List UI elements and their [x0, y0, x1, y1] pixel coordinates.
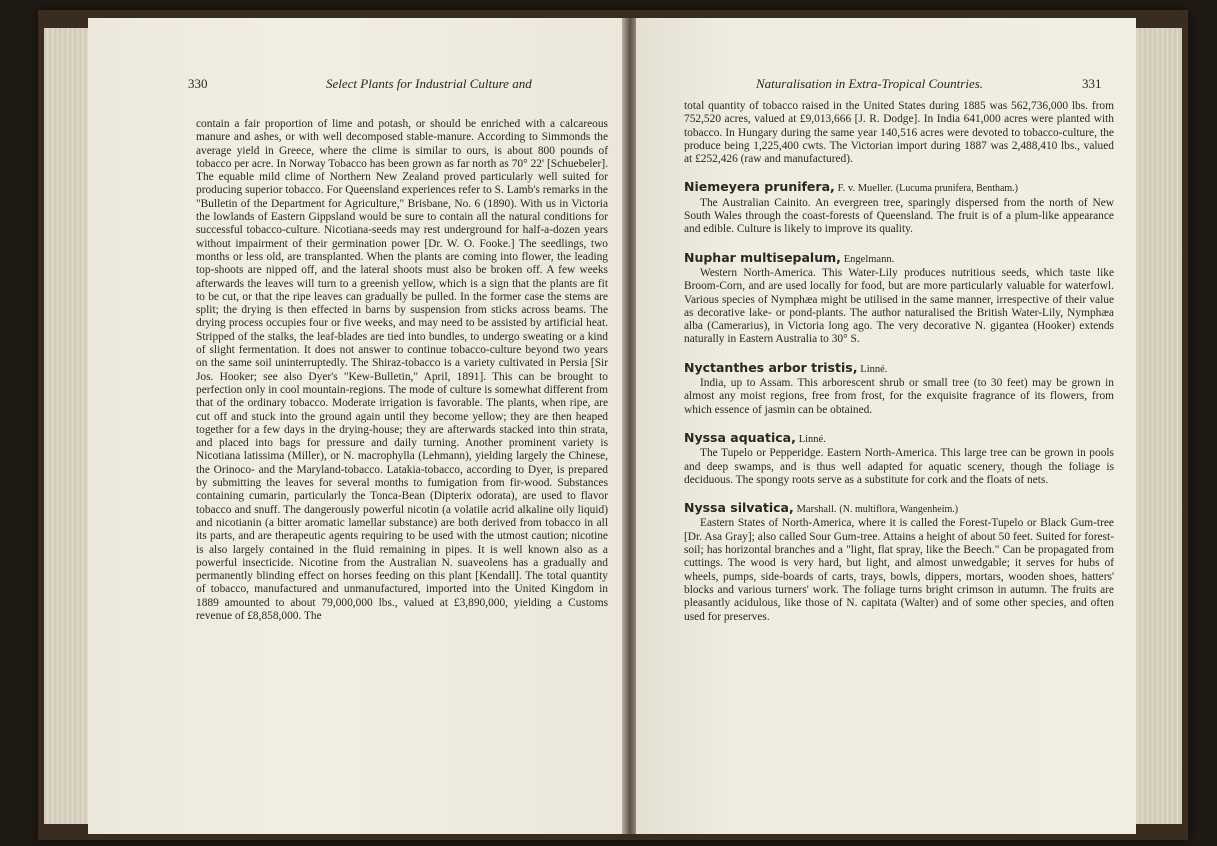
running-head: Select Plants for Industrial Culture and	[326, 76, 532, 91]
entry-description: The Australian Cainito. An evergreen tree, sparingly dispersed from the north of New South Wales through the coast-forests of Queensland. The fruit is of a plum-like appearance and edible. Culture is likely to improve its quality.	[684, 196, 1114, 236]
species-entry	[684, 361, 1114, 417]
entry-description: The Tupelo or Pepperidge. Eastern North-America. This large tree can be grown in pools and deep swamps, and is thus well adapted for aquatic scenery, though the foliage is deciduous. The spongy roots serve as a substitute for cork and the floats of nets.	[684, 447, 1114, 486]
species-synonym: (Lucuma prunifera, Bentham.)	[895, 183, 1019, 195]
entry-heading	[684, 251, 1114, 266]
entry-heading	[684, 361, 1114, 376]
entry-heading	[684, 180, 1114, 195]
species-entry	[684, 251, 1114, 347]
left-page-edges	[44, 28, 92, 824]
entry-description: Western North-America. This Water-Lily produces nutritious seeds, which taste like Broom-Corn, and are used locally for food, but are more particularly valuable for waterfowl. Various species of Nymphæa might be utilised in the same manner, irrespective of their value as decorative lake- or pond-plants. The author naturalised the British Water-Lily, Nymphæa alba (Camerarius), in Victoria long ago. The very decorative N. gigantea (Hooker) extends naturally in Eastern Australia to 30° S.	[684, 266, 1114, 346]
book-spread	[38, 10, 1188, 840]
paragraph: contain a fair proportion of lime and potash, or should be enriched with a calcareous manure and ashes, or with well decomposed stable-manure. According to Simmonds the average yield in Greece, where the clime is similar to ours, is about 800 pounds of tobacco per acre. In Norway Tobacco has been grown as far north as 70° 22' [Schuebeler]. The equable mild clime of Northern New Zealand proved particularly well suited for producing superior tobacco. For Queensland experiences refer to S. Lamb's remarks in the "Bulletin of the Department for Agriculture," Brisbane, No. 6 (1890). With us in Victoria the lowlands of Eastern Gippsland would be sure to contain all the natural conditions for successful tobacco-culture. Nicotiana-seeds may rest underground for half-a-dozen years without impairment of their germination power [Dr. W. O. Fooke.] The seedlings, two months or less old, are transplanted. When the plants are coming into flower, the leading top-shoots are nipped off, and the lateral shoots must also be broken off. A few weeks afterwards the leaves will turn to a greenish yellow, which is a sign that the plants are fit to be cut, or that the ripe leaves can gradually be pulled. In the former case the stems are split; the drying is then effected in barns by suspension from sticks across beams. The drying process occupies four or five weeks, and may need to be assisted by artificial heat. Stripped of the stalks, the leaf-blades are tied into bundles, to undergo sweating or a kind of slight fermentation. It does not answer to continue tobacco-culture beyond two years on the same soil uninterruptedly. The Shiraz-tobacco is a variety cultivated in Persia [Sir Jos. Hooker; see also Dyer's "Kew-Bulletin," April, 1891]. This can be brought to perfection only in cool mountain-regions. The mode of culture is somewhat different from that of the ordinary tobacco. Moderate irrigation is favorable. The plants, when ripe, are cut off and stuck into the ground again until they become yellow; they are then heaped together for a few days in the drying-house; they are afterwards stacked into thin strata, and placed into bags for pressure and daily turning. Another prominent variety is Nicotiana latissima (Miller), or N. macrophylla (Lehmann), yielding largely the Chinese, the Orinoco- and the Maryland-tobacco. Latakia-tobacco, according to Dyer, is prepared by submitting the leaves for several months to fumigation from fir-wood. Substances containing cumarin, particularly the Tonca-Bean (Dipterix odorata), are used to flavor tobacco and snuff. The dangerously powerful nicotin (a volatile acrid alkaline oily liquid) and nicotianin (a bitter aromatic lamellar substance) are both derived from tobacco in all its parts, and are therapeutic agents requiring to be used with the utmost caution; nicotine is also largely contained in the fluid remaining in pipes. It is well known also as a powerful insecticide. Nicotine from the Australian N. suaveolens has a gradually and permanently blinding effect on horses feeding on this plant [Kendall]. The total quantity of tobacco, manufactured and unmanufactured, imported into the United Kingdom in 1889 amounted to about 79,000,000 lbs., valued at £3,890,000, yielding a Customs revenue of £8,858,000. The	[196, 118, 608, 622]
species-author: Linné.	[860, 363, 888, 375]
intro-paragraph: total quantity of tobacco raised in the United States during 1885 was 562,736,000 lbs. from 752,520 acres, valued at £9,013,666 [J. R. Dodge]. In India 641,000 acres were planted with tobacco. In Hungary during the same year 140,516 acres were devoted to tobacco-culture, the produce being 1,225,400 cwts. The Victorian import during 1887 was 2,488,410 lbs., valued at £252,426 (raw and manufactured).	[684, 100, 1114, 166]
species-entry	[684, 431, 1114, 487]
species-name: Nyctanthes arbor tristis,	[684, 359, 858, 375]
body-text	[196, 118, 608, 623]
species-name: Niemeyera prunifera,	[684, 179, 835, 195]
running-head: Naturalisation in Extra-Tropical Countries.	[756, 76, 984, 91]
entry-heading	[684, 501, 1114, 516]
species-entry	[684, 501, 1114, 624]
page-number: 331	[1082, 76, 1102, 91]
species-author: F. v. Mueller.	[837, 183, 893, 195]
species-author: Marshall.	[796, 504, 837, 516]
species-name: Nyssa aquatica,	[684, 429, 796, 445]
species-author: Engelmann.	[843, 253, 895, 265]
species-name: Nyssa silvatica,	[684, 500, 794, 516]
right-page-edges	[1134, 28, 1182, 824]
left-page	[88, 18, 624, 834]
species-name: Nuphar multisepalum,	[684, 249, 841, 265]
species-author: Linné.	[798, 433, 826, 445]
right-page	[636, 18, 1136, 834]
entry-description: India, up to Assam. This arborescent shrub or small tree (to 30 feet) may be grown in almost any moist regions, free from frost, for the exquisite fragrance of its flowers, from which essence of jasmin can be obtained.	[684, 377, 1114, 416]
page-number: 330	[188, 76, 208, 91]
species-synonym: (N. multiflora, Wangenheim.)	[839, 504, 959, 516]
body-text	[684, 100, 1114, 624]
species-entry	[684, 180, 1114, 236]
entry-description: Eastern States of North-America, where it is called the Forest-Tupelo or Black Gum-tree [Dr. Asa Gray]; also called Sour Gum-tree. Attains a height of about 50 feet. Suited for forest-soil; has horizontal branches and a "light, flat spray, like the Beech." Can be propagated from cuttings. The wood is very hard, but light, and almost unwedgable; it serves for hubs of wheels, pumps, side-boards of carts, trays, bowls, dippers, mortars, wooden shoes, hatters' blocks and various turners' work. The foliage turns bright crimson in autumn. The fruits are pleasantly acidulous, like those of N. capitata (Walter) and of some other species, and often used for preserves.	[684, 517, 1114, 623]
entry-heading	[684, 431, 1114, 446]
